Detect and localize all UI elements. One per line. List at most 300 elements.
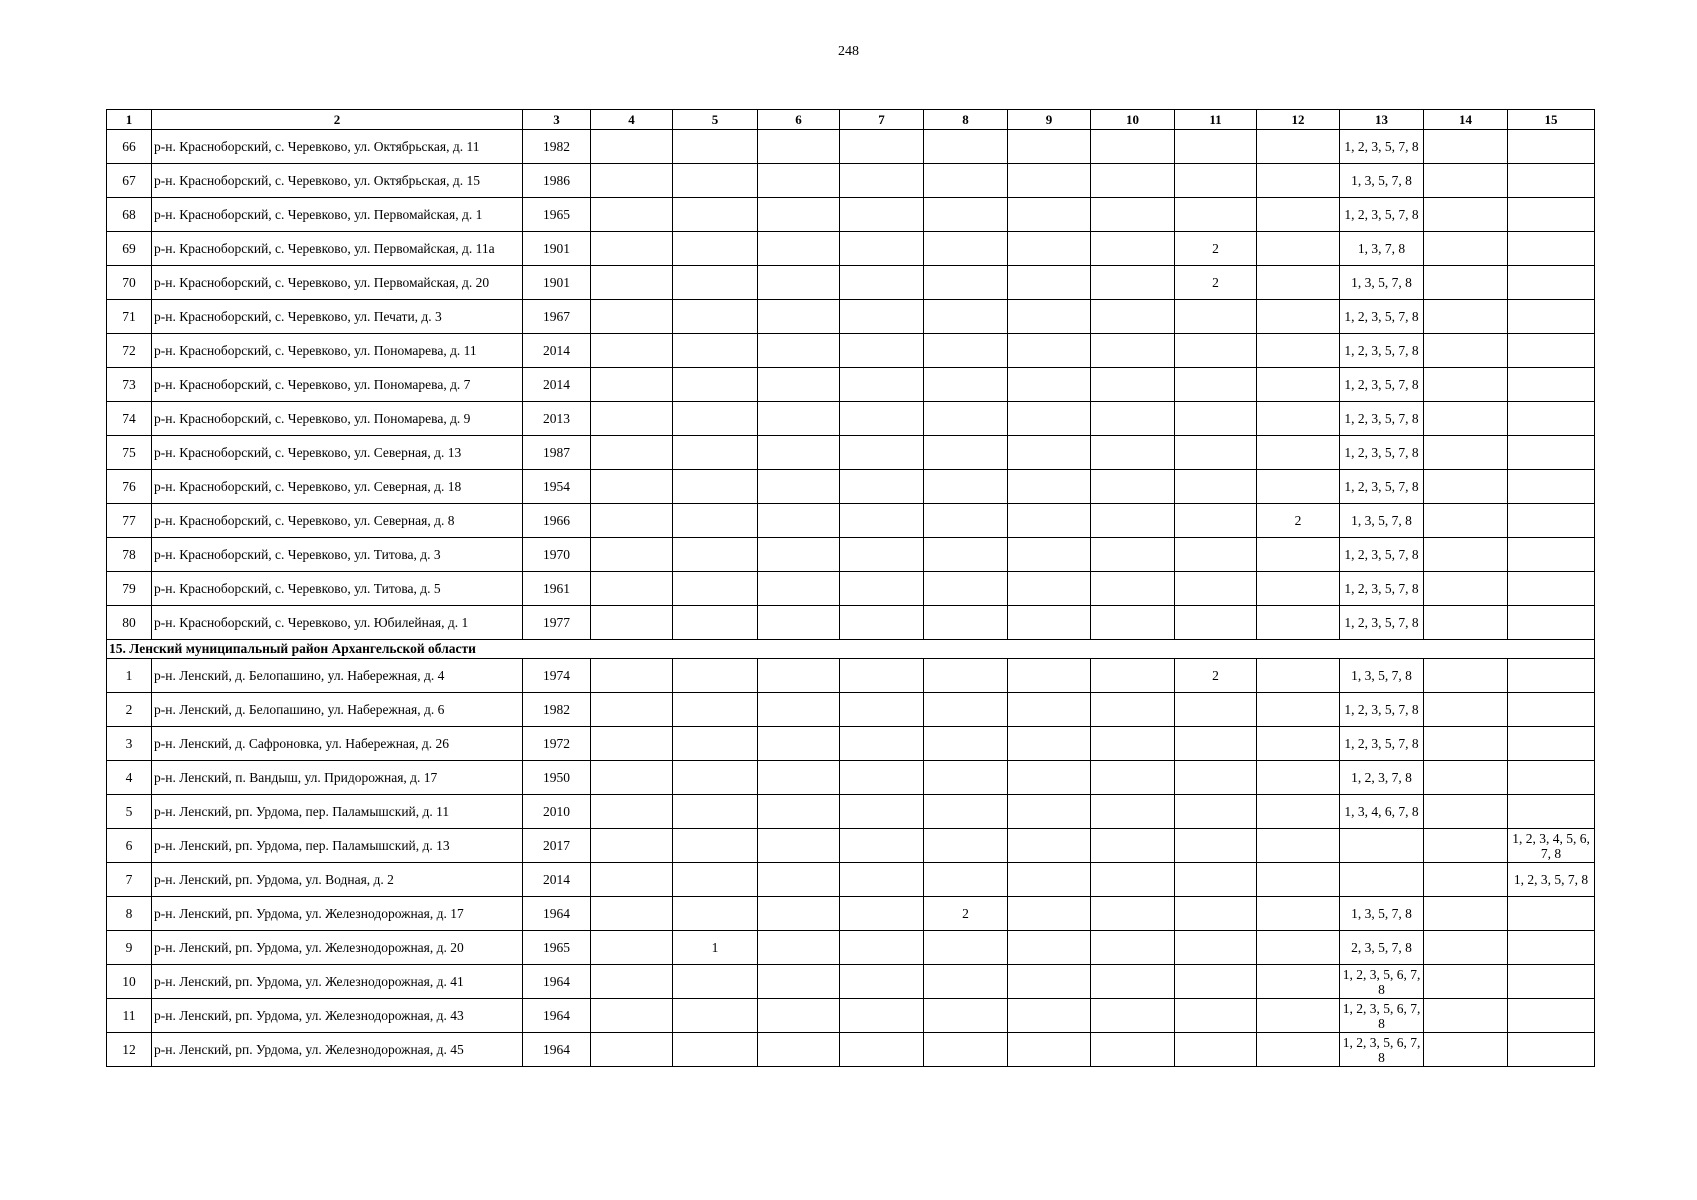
column-4-cell — [591, 795, 673, 829]
column-12-cell — [1257, 965, 1340, 999]
column-12-cell — [1257, 300, 1340, 334]
column-8-cell — [924, 572, 1008, 606]
table-row — [107, 198, 1595, 232]
year-cell: 1967 — [523, 300, 591, 334]
row-number-cell: 5 — [107, 795, 152, 829]
column-9-cell — [1008, 931, 1091, 965]
column-10-cell — [1091, 693, 1175, 727]
column-5-cell — [673, 693, 758, 727]
row-number-cell: 78 — [107, 538, 152, 572]
column-6-cell — [758, 334, 840, 368]
column-10-cell — [1091, 999, 1175, 1033]
column-7-cell — [840, 965, 924, 999]
column-11-cell — [1175, 334, 1257, 368]
column-7-cell — [840, 693, 924, 727]
column-8-cell — [924, 795, 1008, 829]
column-7-cell — [840, 606, 924, 640]
column-12-cell — [1257, 164, 1340, 198]
column-10-cell — [1091, 931, 1175, 965]
address-cell: р-н. Ленский, рп. Урдома, ул. Железнодорожная, д. 20 — [152, 931, 523, 965]
address-cell: р-н. Красноборский, с. Черевково, ул. Юбилейная, д. 1 — [152, 606, 523, 640]
address-cell: р-н. Красноборский, с. Черевково, ул. Северная, д. 13 — [152, 436, 523, 470]
column-7-cell — [840, 795, 924, 829]
column-13-cell: 1, 3, 4, 6, 7, 8 — [1340, 795, 1424, 829]
column-10-cell — [1091, 1033, 1175, 1067]
column-9-cell — [1008, 965, 1091, 999]
row-number-cell: 79 — [107, 572, 152, 606]
address-cell: р-н. Ленский, рп. Урдома, ул. Железнодорожная, д. 45 — [152, 1033, 523, 1067]
column-13-cell: 1, 2, 3, 5, 7, 8 — [1340, 368, 1424, 402]
column-9-cell — [1008, 659, 1091, 693]
column-9-cell — [1008, 300, 1091, 334]
column-8-cell — [924, 863, 1008, 897]
table-row — [107, 931, 1595, 965]
column-11-cell — [1175, 538, 1257, 572]
address-cell: р-н. Ленский, рп. Урдома, ул. Железнодорожная, д. 43 — [152, 999, 523, 1033]
column-9-cell — [1008, 897, 1091, 931]
column-6-cell — [758, 198, 840, 232]
column-15-cell — [1508, 232, 1595, 266]
column-9-cell — [1008, 266, 1091, 300]
column-9-cell — [1008, 402, 1091, 436]
address-cell: р-н. Ленский, рп. Урдома, ул. Железнодорожная, д. 17 — [152, 897, 523, 931]
column-12-cell — [1257, 1033, 1340, 1067]
column-5-cell: 1 — [673, 931, 758, 965]
column-7-cell — [840, 504, 924, 538]
column-14-cell — [1424, 999, 1508, 1033]
column-4-cell — [591, 164, 673, 198]
column-11-cell — [1175, 863, 1257, 897]
column-7-cell — [840, 659, 924, 693]
column-5-cell — [673, 829, 758, 863]
column-header: 14 — [1424, 110, 1508, 130]
column-13-cell: 1, 2, 3, 7, 8 — [1340, 761, 1424, 795]
table-row — [107, 1033, 1595, 1067]
column-4-cell — [591, 402, 673, 436]
year-cell: 1964 — [523, 999, 591, 1033]
year-cell: 1954 — [523, 470, 591, 504]
column-12-cell — [1257, 538, 1340, 572]
column-12-cell — [1257, 606, 1340, 640]
row-number-cell: 77 — [107, 504, 152, 538]
column-9-cell — [1008, 232, 1091, 266]
column-9-cell — [1008, 198, 1091, 232]
column-7-cell — [840, 266, 924, 300]
column-5-cell — [673, 538, 758, 572]
address-cell: р-н. Красноборский, с. Черевково, ул. Первомайская, д. 11а — [152, 232, 523, 266]
column-4-cell — [591, 470, 673, 504]
column-11-cell — [1175, 1033, 1257, 1067]
column-15-cell — [1508, 931, 1595, 965]
row-number-cell: 73 — [107, 368, 152, 402]
column-13-cell: 1, 2, 3, 5, 7, 8 — [1340, 693, 1424, 727]
column-6-cell — [758, 761, 840, 795]
year-cell: 1974 — [523, 659, 591, 693]
column-14-cell — [1424, 368, 1508, 402]
column-7-cell — [840, 829, 924, 863]
column-7-cell — [840, 538, 924, 572]
column-5-cell — [673, 436, 758, 470]
column-12-cell — [1257, 795, 1340, 829]
column-11-cell — [1175, 829, 1257, 863]
address-cell: р-н. Ленский, рп. Урдома, пер. Паламышский, д. 11 — [152, 795, 523, 829]
column-6-cell — [758, 130, 840, 164]
column-15-cell: 1, 2, 3, 5, 7, 8 — [1508, 863, 1595, 897]
column-9-cell — [1008, 572, 1091, 606]
column-15-cell — [1508, 130, 1595, 164]
column-9-cell — [1008, 999, 1091, 1033]
column-6-cell — [758, 470, 840, 504]
column-6-cell — [758, 931, 840, 965]
column-8-cell: 2 — [924, 897, 1008, 931]
column-10-cell — [1091, 863, 1175, 897]
column-header: 7 — [840, 110, 924, 130]
column-12-cell — [1257, 334, 1340, 368]
column-15-cell — [1508, 965, 1595, 999]
table-row — [107, 897, 1595, 931]
column-4-cell — [591, 334, 673, 368]
year-cell: 1982 — [523, 130, 591, 164]
address-cell: р-н. Красноборский, с. Черевково, ул. Северная, д. 8 — [152, 504, 523, 538]
row-number-cell: 10 — [107, 965, 152, 999]
column-14-cell — [1424, 606, 1508, 640]
column-7-cell — [840, 130, 924, 164]
address-cell: р-н. Красноборский, с. Черевково, ул. Пономарева, д. 9 — [152, 402, 523, 436]
column-5-cell — [673, 863, 758, 897]
column-9-cell — [1008, 334, 1091, 368]
column-4-cell — [591, 504, 673, 538]
column-11-cell: 2 — [1175, 232, 1257, 266]
section-title: 15. Ленский муниципальный район Архангельской области — [107, 640, 1595, 659]
year-cell: 2010 — [523, 795, 591, 829]
column-8-cell — [924, 1033, 1008, 1067]
column-12-cell — [1257, 266, 1340, 300]
address-cell: р-н. Красноборский, с. Черевково, ул. Октябрьская, д. 15 — [152, 164, 523, 198]
column-10-cell — [1091, 334, 1175, 368]
column-15-cell — [1508, 606, 1595, 640]
row-number-cell: 7 — [107, 863, 152, 897]
row-number-cell: 70 — [107, 266, 152, 300]
table-body-block-1 — [107, 130, 1595, 640]
column-13-cell: 1, 2, 3, 5, 7, 8 — [1340, 198, 1424, 232]
row-number-cell: 4 — [107, 761, 152, 795]
column-11-cell — [1175, 130, 1257, 164]
table-row — [107, 504, 1595, 538]
column-11-cell — [1175, 727, 1257, 761]
column-13-cell: 1, 3, 5, 7, 8 — [1340, 659, 1424, 693]
column-11-cell — [1175, 164, 1257, 198]
row-number-cell: 8 — [107, 897, 152, 931]
column-9-cell — [1008, 1033, 1091, 1067]
column-14-cell — [1424, 795, 1508, 829]
column-4-cell — [591, 931, 673, 965]
address-cell: р-н. Красноборский, с. Черевково, ул. Пономарева, д. 7 — [152, 368, 523, 402]
table-row — [107, 761, 1595, 795]
column-13-cell: 1, 2, 3, 5, 7, 8 — [1340, 470, 1424, 504]
column-11-cell — [1175, 470, 1257, 504]
row-number-cell: 1 — [107, 659, 152, 693]
table-row — [107, 402, 1595, 436]
column-5-cell — [673, 965, 758, 999]
column-10-cell — [1091, 761, 1175, 795]
column-6-cell — [758, 368, 840, 402]
table-row — [107, 300, 1595, 334]
year-cell: 1901 — [523, 266, 591, 300]
column-13-cell: 1, 3, 7, 8 — [1340, 232, 1424, 266]
column-6-cell — [758, 999, 840, 1033]
column-14-cell — [1424, 164, 1508, 198]
column-10-cell — [1091, 130, 1175, 164]
column-15-cell — [1508, 300, 1595, 334]
column-6-cell — [758, 795, 840, 829]
year-cell: 1961 — [523, 572, 591, 606]
column-10-cell — [1091, 266, 1175, 300]
column-7-cell — [840, 334, 924, 368]
column-4-cell — [591, 1033, 673, 1067]
column-14-cell — [1424, 727, 1508, 761]
row-number-cell: 67 — [107, 164, 152, 198]
column-9-cell — [1008, 164, 1091, 198]
column-14-cell — [1424, 130, 1508, 164]
column-5-cell — [673, 659, 758, 693]
column-4-cell — [591, 965, 673, 999]
column-15-cell — [1508, 795, 1595, 829]
address-cell: р-н. Красноборский, с. Черевково, ул. Первомайская, д. 20 — [152, 266, 523, 300]
column-12-cell — [1257, 402, 1340, 436]
year-cell: 2014 — [523, 334, 591, 368]
year-cell: 1970 — [523, 538, 591, 572]
column-4-cell — [591, 198, 673, 232]
column-11-cell — [1175, 436, 1257, 470]
column-12-cell — [1257, 232, 1340, 266]
column-8-cell — [924, 999, 1008, 1033]
column-8-cell — [924, 368, 1008, 402]
column-4-cell — [591, 761, 673, 795]
column-15-cell — [1508, 334, 1595, 368]
column-4-cell — [591, 266, 673, 300]
column-12-cell — [1257, 130, 1340, 164]
year-cell: 1964 — [523, 897, 591, 931]
column-14-cell — [1424, 693, 1508, 727]
table-row — [107, 863, 1595, 897]
column-header: 6 — [758, 110, 840, 130]
section-body — [107, 640, 1595, 659]
column-7-cell — [840, 1033, 924, 1067]
column-14-cell — [1424, 538, 1508, 572]
page-number: 248 — [838, 44, 859, 59]
table-row — [107, 606, 1595, 640]
column-8-cell — [924, 266, 1008, 300]
column-11-cell — [1175, 402, 1257, 436]
address-cell: р-н. Ленский, п. Вандыш, ул. Придорожная, д. 17 — [152, 761, 523, 795]
column-header: 1 — [107, 110, 152, 130]
year-cell: 1987 — [523, 436, 591, 470]
column-11-cell — [1175, 368, 1257, 402]
column-header: 9 — [1008, 110, 1091, 130]
row-number-cell: 75 — [107, 436, 152, 470]
column-9-cell — [1008, 727, 1091, 761]
column-5-cell — [673, 266, 758, 300]
row-number-cell: 66 — [107, 130, 152, 164]
table-row — [107, 164, 1595, 198]
column-9-cell — [1008, 436, 1091, 470]
year-cell: 1950 — [523, 761, 591, 795]
column-header: 15 — [1508, 110, 1595, 130]
column-14-cell — [1424, 659, 1508, 693]
year-cell: 1966 — [523, 504, 591, 538]
column-6-cell — [758, 504, 840, 538]
column-5-cell — [673, 198, 758, 232]
column-8-cell — [924, 727, 1008, 761]
column-5-cell — [673, 572, 758, 606]
column-4-cell — [591, 368, 673, 402]
table-row — [107, 659, 1595, 693]
column-11-cell: 2 — [1175, 659, 1257, 693]
column-15-cell — [1508, 897, 1595, 931]
column-11-cell: 2 — [1175, 266, 1257, 300]
column-12-cell — [1257, 863, 1340, 897]
column-6-cell — [758, 436, 840, 470]
table-row — [107, 999, 1595, 1033]
table-row — [107, 795, 1595, 829]
address-cell: р-н. Красноборский, с. Черевково, ул. Октябрьская, д. 11 — [152, 130, 523, 164]
column-13-cell: 1, 2, 3, 5, 7, 8 — [1340, 572, 1424, 606]
column-7-cell — [840, 931, 924, 965]
column-9-cell — [1008, 863, 1091, 897]
table-row — [107, 266, 1595, 300]
column-5-cell — [673, 130, 758, 164]
column-header: 2 — [152, 110, 523, 130]
column-15-cell — [1508, 164, 1595, 198]
column-12-cell — [1257, 931, 1340, 965]
column-6-cell — [758, 232, 840, 266]
column-6-cell — [758, 402, 840, 436]
year-cell: 1986 — [523, 164, 591, 198]
column-5-cell — [673, 727, 758, 761]
column-15-cell — [1508, 436, 1595, 470]
column-4-cell — [591, 999, 673, 1033]
column-14-cell — [1424, 572, 1508, 606]
column-8-cell — [924, 931, 1008, 965]
column-8-cell — [924, 402, 1008, 436]
table-row — [107, 965, 1595, 999]
column-7-cell — [840, 436, 924, 470]
column-12-cell — [1257, 829, 1340, 863]
column-4-cell — [591, 693, 673, 727]
column-14-cell — [1424, 761, 1508, 795]
column-9-cell — [1008, 504, 1091, 538]
column-9-cell — [1008, 538, 1091, 572]
section-row — [107, 640, 1595, 659]
column-13-cell: 1, 2, 3, 5, 7, 8 — [1340, 402, 1424, 436]
column-14-cell — [1424, 1033, 1508, 1067]
table-row — [107, 470, 1595, 504]
column-8-cell — [924, 965, 1008, 999]
column-14-cell — [1424, 863, 1508, 897]
column-4-cell — [591, 300, 673, 334]
column-4-cell — [591, 829, 673, 863]
column-13-cell — [1340, 863, 1424, 897]
column-7-cell — [840, 402, 924, 436]
row-number-cell: 11 — [107, 999, 152, 1033]
column-4-cell — [591, 897, 673, 931]
row-number-cell: 80 — [107, 606, 152, 640]
column-header: 8 — [924, 110, 1008, 130]
row-number-cell: 74 — [107, 402, 152, 436]
column-15-cell — [1508, 402, 1595, 436]
year-cell: 1982 — [523, 693, 591, 727]
column-6-cell — [758, 164, 840, 198]
column-5-cell — [673, 504, 758, 538]
year-cell: 1964 — [523, 965, 591, 999]
table-row — [107, 829, 1595, 863]
row-number-cell: 2 — [107, 693, 152, 727]
column-12-cell — [1257, 897, 1340, 931]
column-8-cell — [924, 538, 1008, 572]
year-cell: 1977 — [523, 606, 591, 640]
column-13-cell: 1, 2, 3, 5, 7, 8 — [1340, 130, 1424, 164]
column-8-cell — [924, 300, 1008, 334]
column-8-cell — [924, 470, 1008, 504]
address-cell: р-н. Красноборский, с. Черевково, ул. Северная, д. 18 — [152, 470, 523, 504]
table-row — [107, 436, 1595, 470]
column-7-cell — [840, 727, 924, 761]
column-10-cell — [1091, 368, 1175, 402]
column-4-cell — [591, 606, 673, 640]
column-6-cell — [758, 300, 840, 334]
column-13-cell: 1, 2, 3, 5, 6, 7, 8 — [1340, 965, 1424, 999]
column-15-cell — [1508, 504, 1595, 538]
row-number-cell: 68 — [107, 198, 152, 232]
header-row — [107, 110, 1595, 130]
column-6-cell — [758, 693, 840, 727]
column-13-cell: 1, 2, 3, 5, 7, 8 — [1340, 727, 1424, 761]
column-8-cell — [924, 334, 1008, 368]
column-14-cell — [1424, 504, 1508, 538]
column-15-cell — [1508, 761, 1595, 795]
column-11-cell — [1175, 931, 1257, 965]
year-cell: 2013 — [523, 402, 591, 436]
column-5-cell — [673, 300, 758, 334]
column-10-cell — [1091, 164, 1175, 198]
row-number-cell: 72 — [107, 334, 152, 368]
column-10-cell — [1091, 402, 1175, 436]
column-4-cell — [591, 572, 673, 606]
table-row — [107, 572, 1595, 606]
column-10-cell — [1091, 659, 1175, 693]
address-cell: р-н. Красноборский, с. Черевково, ул. Титова, д. 3 — [152, 538, 523, 572]
column-5-cell — [673, 470, 758, 504]
column-10-cell — [1091, 572, 1175, 606]
column-11-cell — [1175, 504, 1257, 538]
column-15-cell — [1508, 198, 1595, 232]
column-14-cell — [1424, 266, 1508, 300]
column-12-cell — [1257, 368, 1340, 402]
column-14-cell — [1424, 198, 1508, 232]
column-8-cell — [924, 659, 1008, 693]
column-11-cell — [1175, 999, 1257, 1033]
column-5-cell — [673, 761, 758, 795]
column-11-cell — [1175, 300, 1257, 334]
column-8-cell — [924, 504, 1008, 538]
column-5-cell — [673, 164, 758, 198]
column-15-cell — [1508, 1033, 1595, 1067]
column-8-cell — [924, 606, 1008, 640]
column-5-cell — [673, 897, 758, 931]
column-6-cell — [758, 965, 840, 999]
column-5-cell — [673, 334, 758, 368]
column-12-cell — [1257, 659, 1340, 693]
